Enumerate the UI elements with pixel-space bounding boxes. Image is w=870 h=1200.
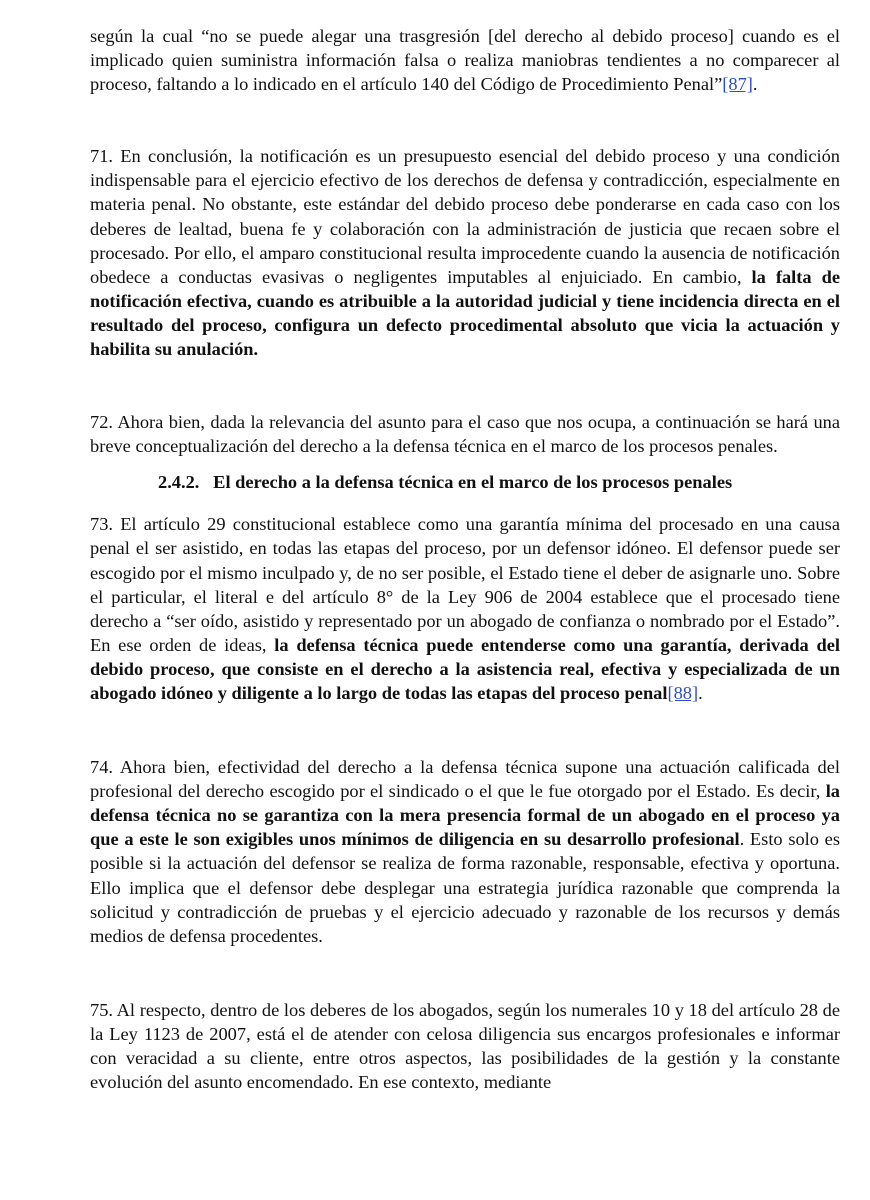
document-page xyxy=(90,24,840,1094)
footnote-link-88[interactable]: [88] xyxy=(667,682,699,703)
footnote-link-87[interactable]: [87] xyxy=(722,74,753,95)
paragraph-text: 74. Ahora bien, efectividad del derecho a la defensa técnica supone una actuación calificada del profesional del derecho escogido por el sindicado o el que le fue otorgado por el Estado. Es decir, xyxy=(90,757,840,802)
bold-text: la falta de notificación efectiva, cuando es atribuible a la autoridad judicial y tiene incidencia directa en el resultado del proceso, configura un defecto procedimental absoluto que vicia la actuación y habilita su anulación. xyxy=(90,266,840,360)
paragraph-71 xyxy=(90,144,840,361)
paragraph-text: 73. El artículo 29 constitucional establece como una garantía mínima del procesado en una causa penal el ser asistido, en todas las etapas del proceso, por un defensor idóneo. El defensor puede ser escogido por el mismo inculpado y, de no ser posible, el Estado tiene el deber de asignarle uno. Sobre el particular, el literal e del artículo 8° de la Ley 906 de 2004 establece que el procesado tiene derecho a “ser oído, asistido y representado por un abogado de confianza o nombrado por el Estado”. En ese orden de ideas, xyxy=(90,514,840,655)
paragraph-text: . Esto solo es posible si la actuación del defensor se realiza de forma razonable, responsable, efectiva y oportuna. Ello implica que el defensor debe desplegar una estrategia jurídica razonable que comprenda la solicitud y contradicción de pruebas y el ejercicio adecuado y razonable de los recursos y demás medios de defensa procedentes. xyxy=(90,829,840,946)
paragraph-74 xyxy=(90,755,840,948)
bold-text: la defensa técnica no se garantiza con la mera presencia formal de un abogado en el proceso ya que a este le son exigibles unos mínimos de diligencia en su desarrollo profesional xyxy=(90,781,840,850)
paragraph-text: según la cual “no se puede alegar una trasgresión [del derecho al debido proceso] cuando es el implicado quien suministra información falsa o realiza maniobras tendientes a no comparecer al proceso, faltando a lo indicado en el artículo 140 del Código de Procedimiento Penal” xyxy=(90,26,840,95)
paragraph-text: 75. Al respecto, dentro de los deberes de los abogados, según los numerales 10 y 18 del artículo 28 de la Ley 1123 de 2007, está el de atender con celosa diligencia sus encargos profesionales e informar con veracidad a su cliente, entre otros aspectos, las posibilidades de la gestión y la constante evolución del asunto encomendado. En ese contexto, mediante xyxy=(90,999,840,1093)
paragraph-text: 72. Ahora bien, dada la relevancia del asunto para el caso que nos ocupa, a continuación se hará una breve conceptualización del derecho a la defensa técnica en el marco de los procesos penales. xyxy=(90,412,840,457)
paragraph-75 xyxy=(90,998,840,1094)
paragraph-72 xyxy=(90,410,840,458)
paragraph-text: 71. En conclusión, la notificación es un presupuesto esencial del debido proceso y una condición indispensable para el ejercicio efectivo de los derechos de defensa y contradicción, especialmente en materia penal. No obstante, este estándar del debido proceso debe ponderarse en cada caso con los deberes de lealtad, buena fe y colaboración con la administración de justicia que recaen sobre el procesado. Por ello, el amparo constitucional resulta improcedente cuando la ausencia de notificación obedece a conductas evasivas o negligentes imputables al enjuiciado. En cambio, xyxy=(90,146,840,287)
paragraph-intro xyxy=(90,24,840,96)
paragraph-73 xyxy=(90,512,840,705)
paragraph-text: . xyxy=(752,74,758,95)
bold-text: la defensa técnica puede entenderse como una garantía, derivada del debido proceso, que consiste en el derecho a la asistencia real, efectiva y especializada de un abogado idóneo y diligente a lo largo de todas las etapas del proceso penal xyxy=(90,634,840,703)
paragraph-text: . xyxy=(698,682,703,703)
section-heading: 2.4.2. El derecho a la defensa técnica en el marco de los procesos penales xyxy=(158,472,733,493)
